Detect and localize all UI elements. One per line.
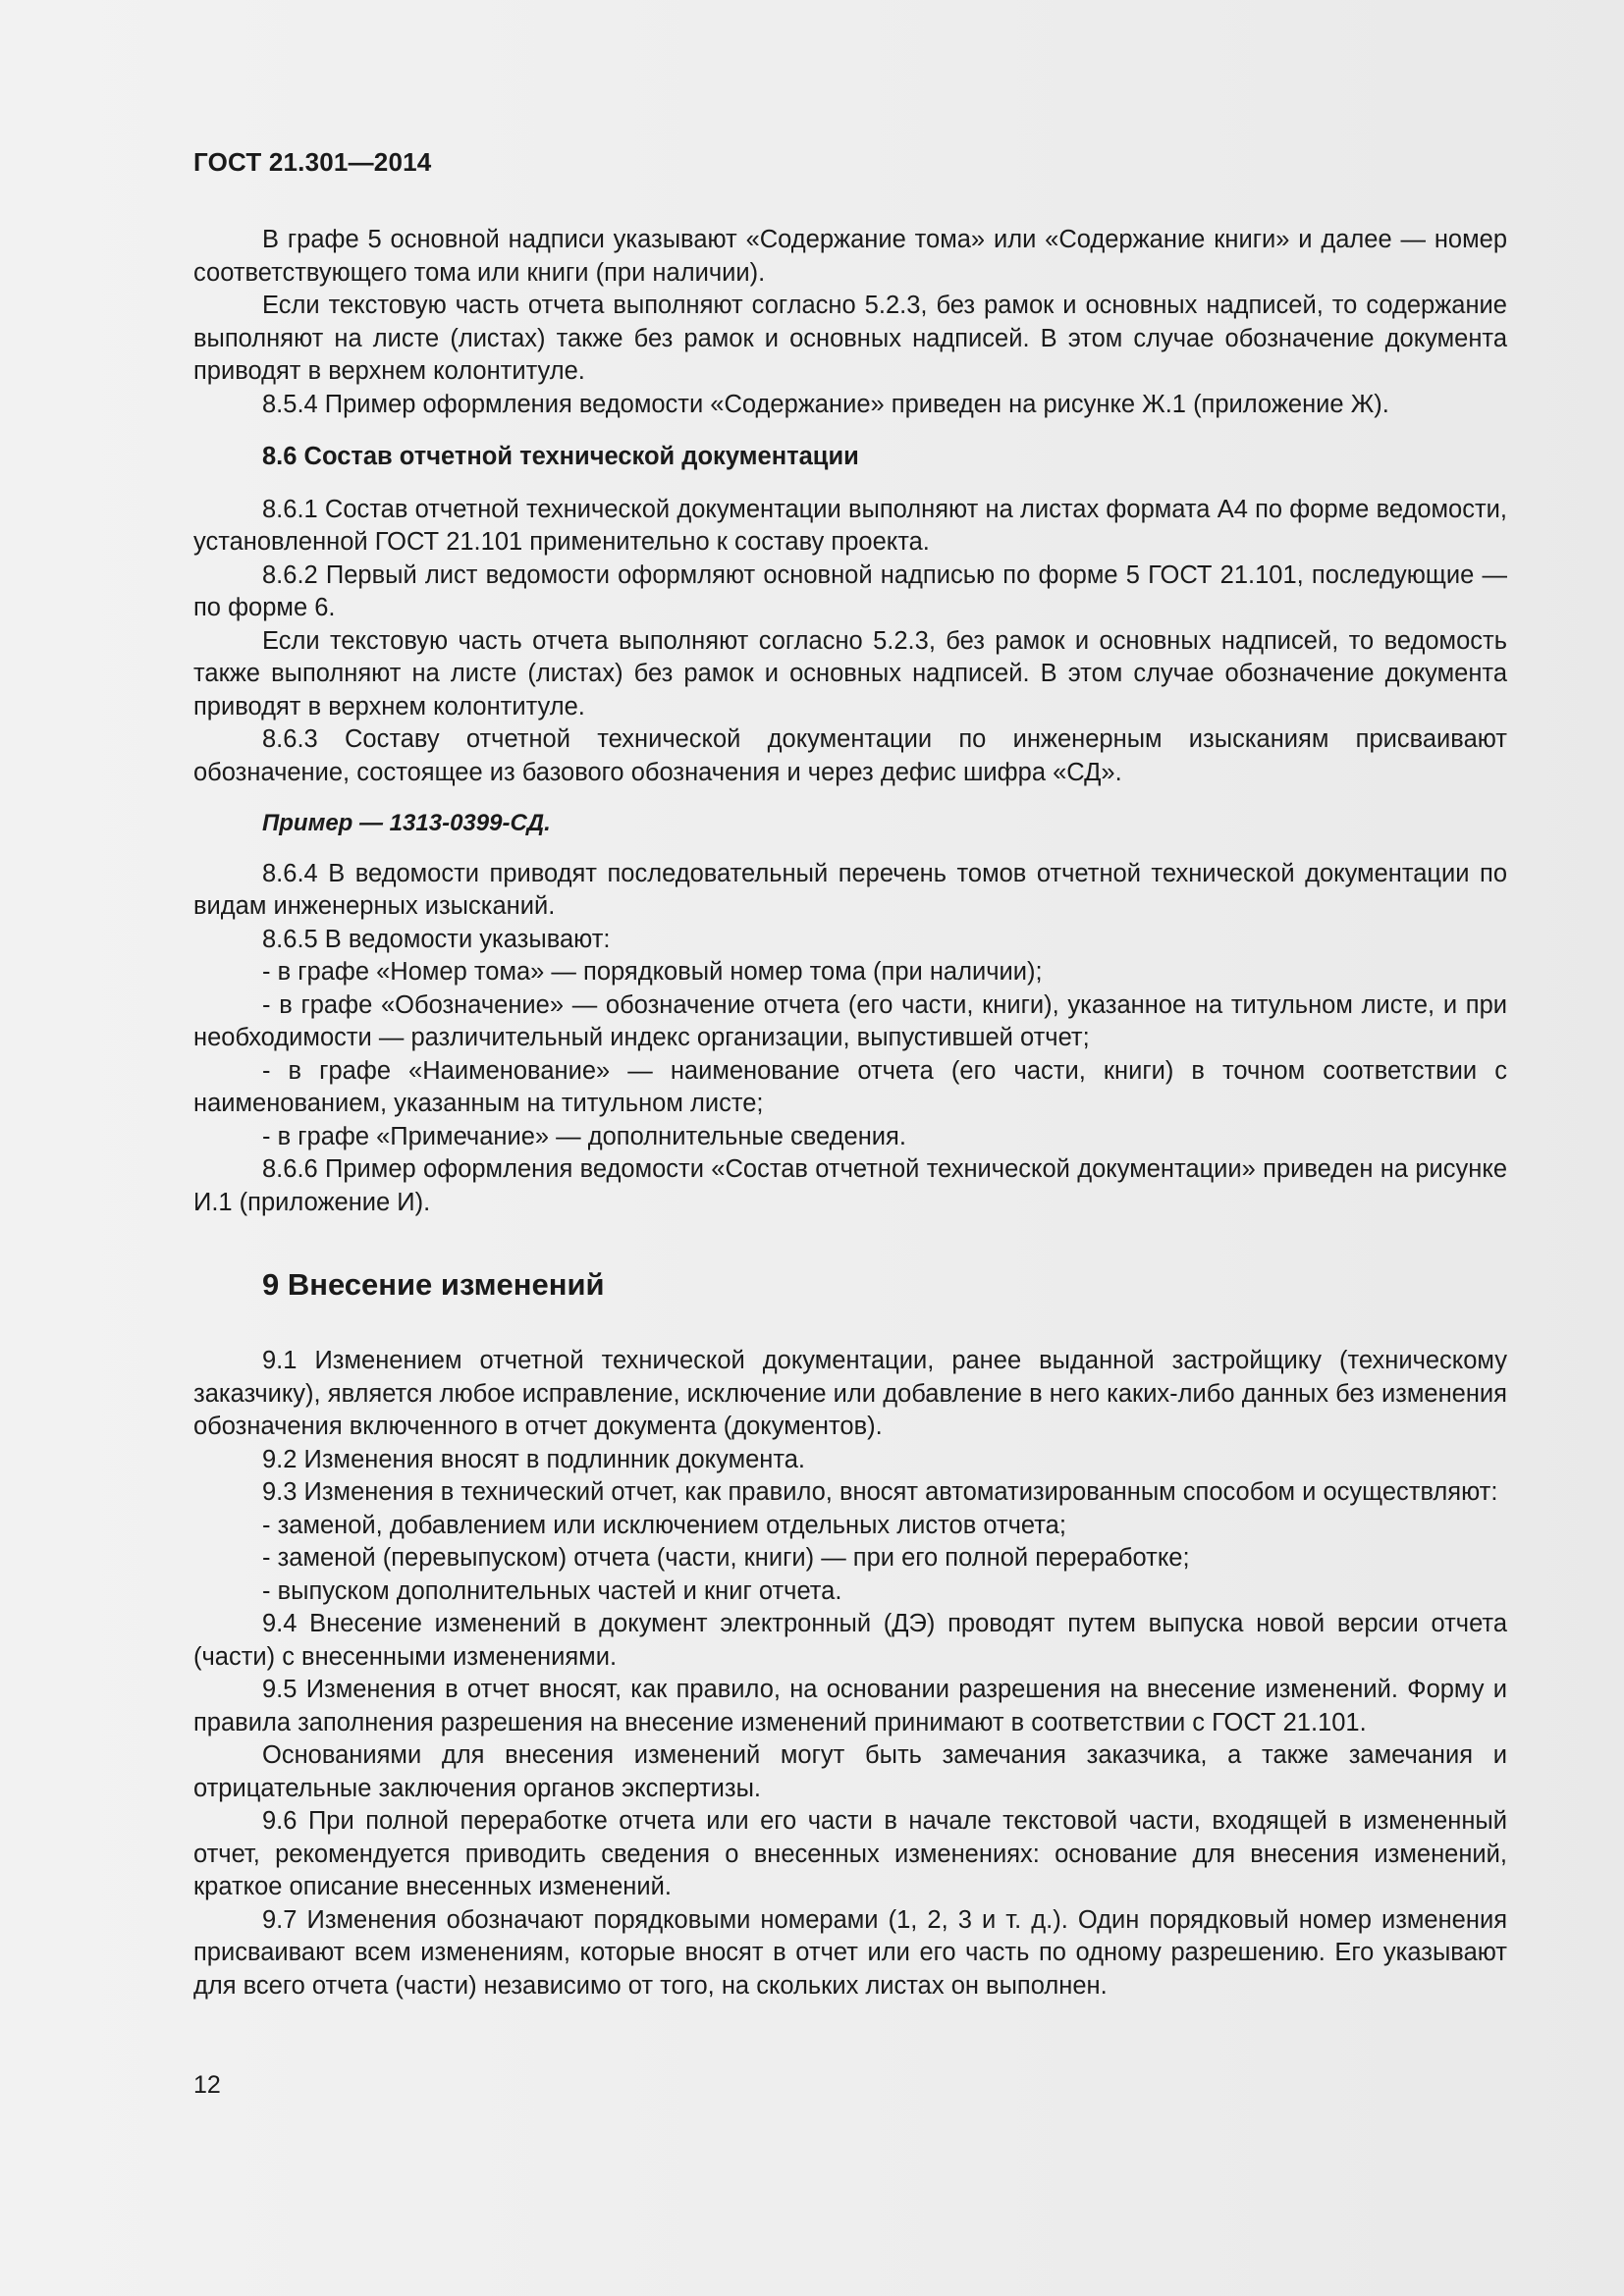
example-note: Пример — 1313-0399-СД. bbox=[262, 810, 551, 836]
paragraph: 8.5.4 Пример оформления ведомости «Содержание» приведен на рисунке Ж.1 (приложение Ж). bbox=[262, 390, 1389, 418]
list-item: - заменой, добавлением или исключением отдельных листов отчета; bbox=[262, 1511, 1066, 1539]
subsection-heading: 8.6 Состав отчетной технической документации bbox=[262, 443, 859, 470]
paragraph: 9.4 Внесение изменений в документ электронный (ДЭ) проводят путем выпуска новой версии отчета (части) с внесенными изменениями. bbox=[193, 1610, 1507, 1671]
paragraph: 9.1 Изменением отчетной технической документации, ранее выданной застройщику (техническому заказчику), является любое исправление, исключение или добавление в него каких-либо данных без изменения обозначения включенного в отчет документа (документов). bbox=[193, 1347, 1507, 1440]
list-item: - в графе «Наименование» — наименование отчета (его части, книги) в точном соответствии с наименованием, указанным на титульном листе; bbox=[193, 1056, 1507, 1117]
paragraph: Если текстовую часть отчета выполняют согласно 5.2.3, без рамок и основных надписей, то ведомость также выполняют на листе (листах) без рамок и основных надписей. В этом случае обозначение документа приводят в верхнем колонтитуле. bbox=[193, 626, 1507, 721]
list-item: - заменой (перевыпуском) отчета (части, книги) — при его полной переработке; bbox=[262, 1544, 1190, 1572]
paragraph: Если текстовую часть отчета выполняют согласно 5.2.3, без рамок и основных надписей, то содержание выполняют на листе (листах) также без рамок и основных надписей. В этом случае обозначение документа приводят в верхнем колонтитуле. bbox=[193, 292, 1507, 385]
page-body bbox=[193, 224, 1507, 2002]
section-heading: 9 Внесение изменений bbox=[262, 1267, 605, 1302]
paragraph: 9.7 Изменения обозначают порядковыми номерами (1, 2, 3 и т. д.). Один порядковый номер изменения присваивают всем изменениям, которые вносят в отчет или его часть по одному разрешению. Его указывают для всего отчета (части) независимо от того, на скольких листах он выполнен. bbox=[193, 1905, 1507, 2000]
list-item: - выпуском дополнительных частей и книг отчета. bbox=[262, 1576, 842, 1605]
paragraph: Основаниями для внесения изменений могут быть замечания заказчика, а также замечания и отрицательные заключения органов экспертизы. bbox=[193, 1741, 1507, 1802]
paragraph: 9.3 Изменения в технический отчет, как правило, вносят автоматизированным способом и осуществляют: bbox=[262, 1478, 1498, 1506]
paragraph: 9.2 Изменения вносят в подлинник документа. bbox=[262, 1445, 806, 1473]
list-item: - в графе «Обозначение» — обозначение отчета (его части, книги), указанное на титульном листе, и при необходимости — различительный индекс организации, выпустившей отчет; bbox=[193, 990, 1507, 1051]
paragraph: 8.6.6 Пример оформления ведомости «Состав отчетной технической документации» приведен на рисунке И.1 (приложение И). bbox=[193, 1155, 1507, 1216]
paragraph: 8.6.4 В ведомости приводят последовательный перечень томов отчетной технической документации по видам инженерных изысканий. bbox=[193, 859, 1507, 920]
paragraph: В графе 5 основной надписи указывают «Содержание тома» или «Содержание книги» и далее — номер соответствующего тома или книги (при наличии). bbox=[193, 226, 1507, 287]
paragraph: 8.6.1 Состав отчетной технической документации выполняют на листах формата А4 по форме ведомости, установленной ГОСТ 21.101 применительно к составу проекта. bbox=[193, 495, 1507, 556]
paragraph: 9.6 При полной переработке отчета или его части в начале текстовой части, входящей в измененный отчет, рекомендуется приводить сведения о внесенных изменениях: основание для внесения изменений, краткое описание внесенных изменений. bbox=[193, 1807, 1507, 1900]
paragraph: 8.6.5 В ведомости указывают: bbox=[262, 925, 611, 953]
paragraph: 8.6.3 Составу отчетной технической документации по инженерным изысканиям присваивают обозначение, состоящее из базового обозначения и через дефис шифра «СД». bbox=[193, 725, 1507, 786]
document-code-header: ГОСТ 21.301—2014 bbox=[193, 147, 432, 177]
paragraph: 8.6.2 Первый лист ведомости оформляют основной надписью по форме 5 ГОСТ 21.101, последующие — по форме 6. bbox=[193, 561, 1507, 621]
list-item: - в графе «Примечание» — дополнительные сведения. bbox=[262, 1122, 906, 1150]
page-number: 12 bbox=[193, 2071, 221, 2099]
paragraph: 9.5 Изменения в отчет вносят, как правило, на основании разрешения на внесение изменений. Форму и правила заполнения разрешения на внесение изменений принимают в соответствии с ГОСТ 21.101. bbox=[193, 1676, 1507, 1736]
list-item: - в графе «Номер тома» — порядковый номер тома (при наличии); bbox=[262, 958, 1043, 986]
